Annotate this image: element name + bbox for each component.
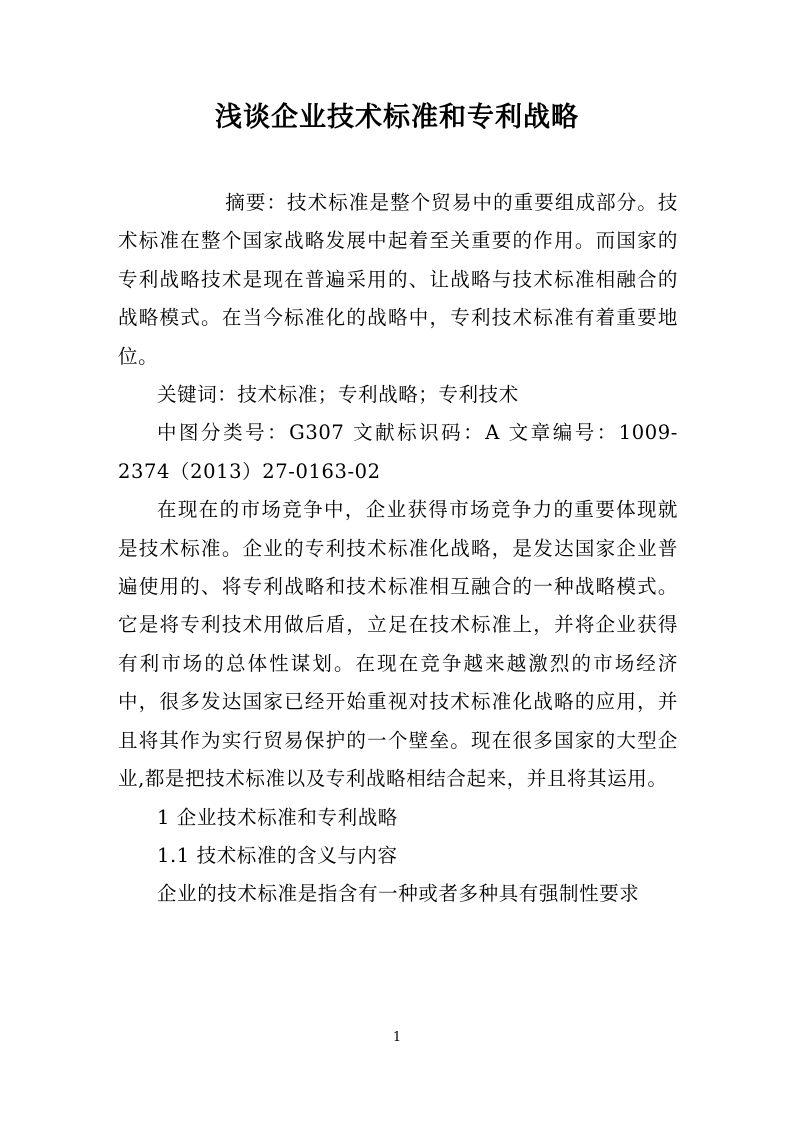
page-number: 1	[392, 1030, 402, 1045]
classification-line: 中图分类号：G307 文献标识码：A 文章编号：1009-2374（2013）27-0163-02	[118, 421, 678, 483]
abstract-paragraph: 摘要：技术标准是整个贸易中的重要组成部分。技术标准在整个国家战略发展中起着至关重要的作用。而国家的专利战略技术是现在普遍采用的、让战略与技术标准相融合的战略模式。在当今标准化的战略中，专利技术标准有着重要地位。	[118, 191, 678, 368]
body-paragraph: 企业的技术标准是指含有一种或者多种具有强制性要求	[157, 882, 640, 906]
document-body	[118, 184, 678, 914]
section-heading: 1 企业技术标准和专利战略	[157, 805, 398, 829]
intro-paragraph: 在现在的市场竞争中，企业获得市场竞争力的重要体现就是技术标准。企业的专利技术标准化战略，是发达国家企业普遍使用的、将专利战略和技术标准相互融合的一种战略模式。它是将专利技术用做后盾，立足在技术标准上，并将企业获得有利市场的总体性谋划。在现在竞争越来越激烈的市场经济中，很多发达国家已经开始重视对技术标准化战略的应用，并且将其作为实行贸易保护的一个壁垒。现在很多国家的大型企业,都是把技术标准以及专利战略相结合起来，并且将其运用。	[118, 498, 678, 791]
keywords-line: 关键词：技术标准；专利战略；专利技术	[157, 383, 519, 407]
subsection-heading: 1.1 技术标准的含义与内容	[157, 843, 398, 867]
document-title: 浅谈企业技术标准和专利战略	[215, 102, 579, 133]
